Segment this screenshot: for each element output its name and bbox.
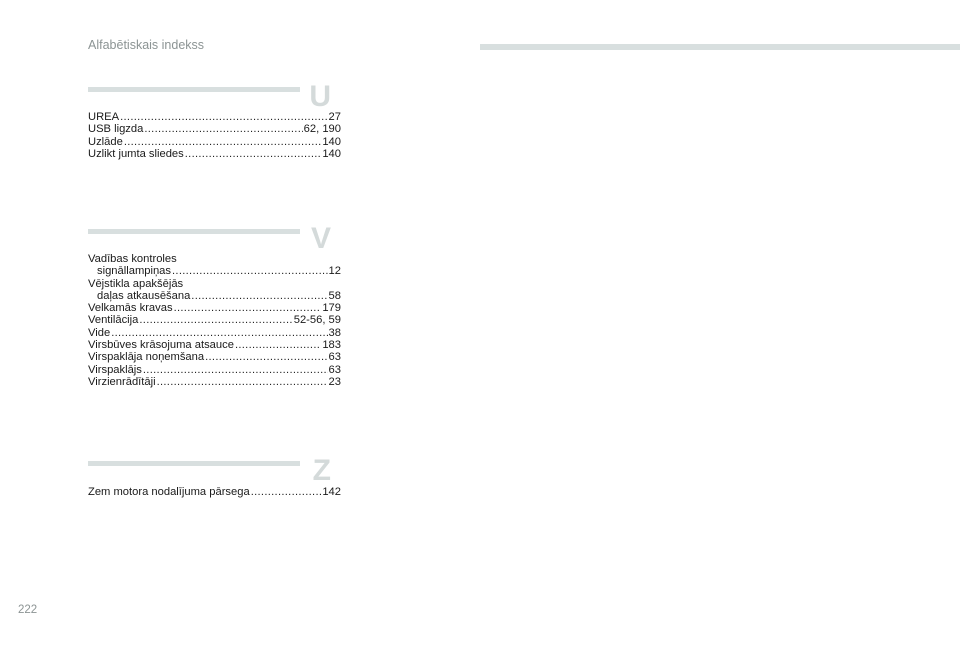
entry-term: Virzienrādītāji [88, 375, 156, 388]
entry-term: UREA [88, 111, 120, 123]
dot-leader [111, 327, 327, 339]
entry-term: signāllampiņas [97, 265, 172, 278]
entry-term: Virspaklājs [88, 363, 142, 376]
entry-page: 140 [322, 135, 341, 148]
section-divider-bar [88, 461, 300, 466]
dot-leader [157, 376, 328, 388]
entry-page: 63 [328, 363, 341, 376]
index-entry [88, 290, 341, 302]
dot-leader [172, 265, 328, 277]
entry-list [88, 486, 341, 498]
index-entry [88, 265, 341, 277]
index-entry [88, 327, 341, 339]
entry-page: 58 [328, 289, 341, 302]
dot-leader [185, 148, 322, 160]
index-entry [88, 111, 341, 123]
entry-page: 52-56, 59 [293, 314, 341, 327]
entry-page: 140 [322, 147, 341, 160]
dot-leader [124, 136, 322, 148]
index-entry [88, 339, 341, 351]
index-entry [88, 376, 341, 388]
entry-page: 38 [328, 326, 341, 339]
section-divider-bar [88, 229, 300, 234]
entry-page: 183 [322, 339, 341, 352]
entry-term: Virsbūves krāsojuma atsauce [88, 339, 234, 352]
section-letter: Z [312, 454, 331, 487]
entry-term: Ventilācija [88, 314, 139, 327]
dot-leader [139, 314, 292, 326]
entry-term-line1: Vadības kontroles [88, 253, 177, 265]
index-entry [88, 148, 341, 160]
entry-page: 179 [322, 302, 341, 315]
entry-term: Uzlāde [88, 135, 123, 148]
entry-page: 62, 190 [303, 123, 341, 136]
index-entry [88, 314, 341, 326]
section-letter: U [309, 80, 331, 113]
entry-term: USB ligzda [88, 123, 144, 136]
dot-leader [144, 123, 302, 135]
entry-page: 63 [328, 351, 341, 364]
section-letter: V [310, 222, 331, 255]
index-entry [88, 136, 341, 148]
entry-term: Zem motora nodalījuma pārsega [88, 486, 250, 498]
dot-leader [205, 351, 327, 363]
page-number: 222 [18, 604, 38, 616]
entry-list [88, 253, 341, 388]
entry-term-line1: Vējstikla apakšējās [88, 277, 184, 290]
index-entry [88, 364, 341, 376]
dot-leader [191, 290, 327, 302]
entry-term: Uzlikt jumta sliedes [88, 147, 184, 160]
entry-term: Velkamās kravas [88, 302, 173, 315]
entry-page: 27 [328, 111, 341, 123]
entry-term: Virspaklāja noņemšana [88, 351, 205, 364]
entry-term: Vide [88, 326, 111, 339]
entry-list [88, 111, 341, 160]
dot-leader [143, 364, 328, 376]
entry-page: 12 [328, 265, 341, 278]
dot-leader [174, 302, 322, 314]
page-header-title: Alfabētiskais indekss [88, 38, 205, 52]
entry-page: 142 [322, 486, 341, 498]
index-entry [88, 302, 341, 314]
entry-term: daļas atkausēšana [97, 289, 191, 302]
entry-page: 23 [328, 375, 341, 388]
dot-leader [120, 111, 327, 123]
section-divider-bar [88, 87, 300, 92]
index-entry [88, 486, 341, 498]
header-rule [480, 44, 960, 50]
dot-leader [251, 486, 322, 498]
dot-leader [235, 339, 321, 351]
index-entry [88, 123, 341, 135]
index-entry [88, 351, 341, 363]
